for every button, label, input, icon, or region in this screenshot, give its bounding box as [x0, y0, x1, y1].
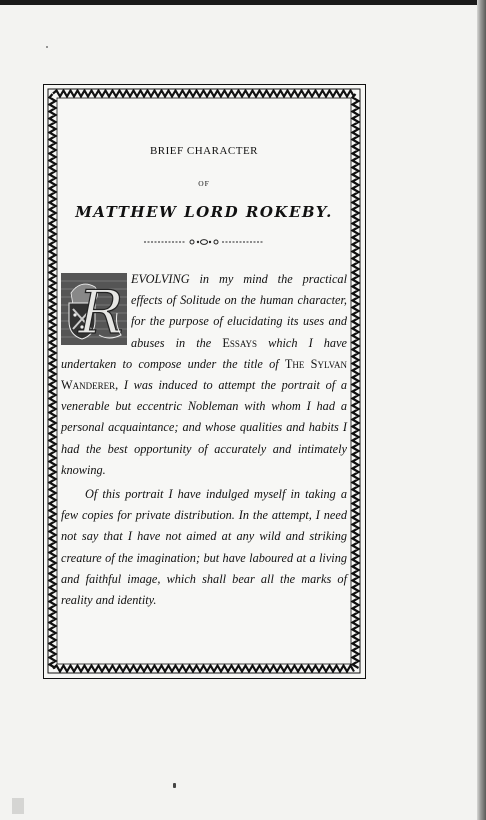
ornamental-border-frame — [43, 84, 366, 679]
scan-smudge — [12, 798, 24, 814]
heading-brief-character: BRIEF CHARACTER — [149, 145, 259, 157]
heading-of: OF — [198, 179, 210, 188]
essays-small-caps: Essays — [222, 335, 258, 350]
paragraph-2: Of this portrait I have indulged myself in taking a few copies for private distribution. In the attempt, I need not say that I have not aimed at any wild and striking creature of the imagination; but have laboured at a living and faithful image, which shall bear all the marks of reality and identity. — [61, 487, 347, 608]
title-matthew-lord-rokeby: MATTHEW LORD ROKEBY. — [75, 203, 333, 221]
ornament-divider — [142, 237, 266, 247]
dropcap-r-heraldic — [61, 273, 127, 345]
top-scan-edge — [0, 0, 486, 5]
page-content — [61, 105, 347, 611]
paragraph-1-part-e: I was induced to attempt the portrait of a venerable but eccentric Nobleman with whom I had a personal acquaintance; and whose qualities and habits I had the best opportunity of accurately and intimately knowing. — [61, 378, 347, 477]
paragraph-1-part-a: EVOLVING in my mind the practical effects of Solitude on the human character, for the purpose of elucidating its uses and abuses in the — [131, 272, 347, 350]
paper-speck — [46, 46, 48, 48]
body-text — [61, 269, 347, 611]
paragraph-1-part-c: which I have undertaken to compose under the title of — [61, 335, 347, 371]
page-gutter-shadow — [477, 0, 486, 820]
dropcap-letter: R — [78, 278, 124, 345]
page-mark — [173, 783, 176, 788]
sylvan-wanderer-small-caps: The Sylvan Wanderer, — [61, 356, 347, 393]
